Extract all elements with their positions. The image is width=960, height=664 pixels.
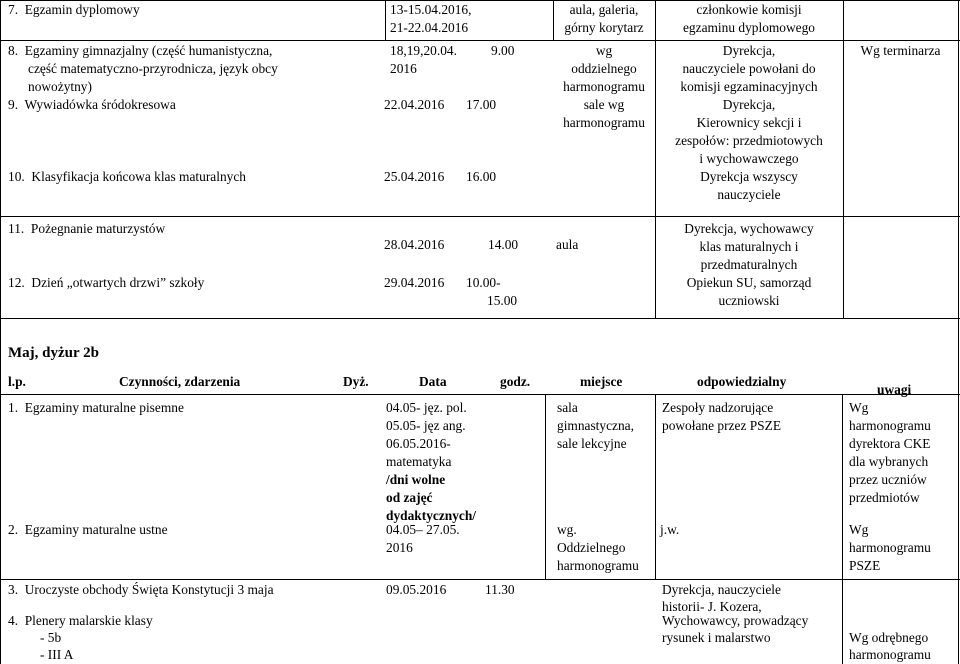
grid-line <box>842 394 843 664</box>
lower-row4-name-line1: 4. Plenery malarskie klasy <box>8 613 153 628</box>
lower-row4-note1: Wg odrębnego <box>849 630 929 645</box>
lower-row1-resp2: powołane przez PSZE <box>662 418 781 433</box>
lower-row1-date1: 04.05- jęz. pol. <box>386 400 467 415</box>
lower-row1-note1: Wg <box>849 400 869 415</box>
grid-line <box>385 0 386 40</box>
lower-row1-date2: 05.05- jęz ang. <box>386 418 466 433</box>
lower-row1-date6: od zajęć <box>386 490 433 505</box>
row7-resp1: członkowie komisji <box>696 2 802 17</box>
lower-row3-resp2: historii- J. Kozera, <box>662 599 762 614</box>
row7-resp2: egzaminu dyplomowego <box>682 20 816 35</box>
row9-name: 9. Wywiadówka śródokresowa <box>8 97 176 112</box>
lower-row1-note5: przez uczniów <box>849 472 927 487</box>
row9-time: 17.00 <box>466 97 497 112</box>
row11-name: 11. Pożegnanie maturzystów <box>8 221 166 236</box>
lower-row2-date2: 2016 <box>386 540 413 555</box>
lower-row4-name-line3: - III A <box>40 647 74 662</box>
lower-row2-note2: harmonogramu <box>849 540 931 555</box>
lower-row1-resp1: Zespoły nadzorujące <box>662 400 774 415</box>
row8-name-line1: 8. Egzaminy gimnazjalny (część humanistyczna, <box>8 43 273 58</box>
lower-row1-date3: 06.05.2016- <box>386 436 451 451</box>
row10-resp2: nauczyciele <box>717 187 781 202</box>
row11-resp2: klas maturalnych i <box>699 239 799 254</box>
lower-row1-note2: harmonogramu <box>849 418 931 433</box>
lower-row1-date5: /dni wolne <box>386 472 446 487</box>
row7-name: 7. Egzamin dyplomowy <box>8 2 140 17</box>
row7-date1: 13-15.04.2016, <box>390 2 472 17</box>
header-notes: uwagi <box>877 382 912 397</box>
lower-row2-date1: 04.05– 27.05. <box>386 522 460 537</box>
header-date: Data <box>419 374 447 389</box>
lower-row3-name: 3. Uroczyste obchody Święta Konstytucji 3 maja <box>8 582 274 597</box>
lower-row1-name: 1. Egzaminy maturalne pisemne <box>8 400 184 415</box>
lower-row3-date: 09.05.2016 <box>386 582 447 597</box>
row8-place3: harmonogramu <box>563 79 645 94</box>
row12-time2: 15.00 <box>487 293 518 308</box>
row7-date2: 21-22.04.2016 <box>390 20 469 35</box>
row8-name-line3: nowożytny) <box>28 79 92 94</box>
row12-resp2: uczniowski <box>718 293 780 308</box>
lower-row2-note1: Wg <box>849 522 869 537</box>
row11-date: 28.04.2016 <box>384 237 445 252</box>
grid-line <box>0 216 960 217</box>
row12-resp1: Opiekun SU, samorząd <box>686 275 812 290</box>
lower-row1-note4: dla wybranych <box>849 454 929 469</box>
lower-row4-note2: harmonogramu <box>849 647 931 662</box>
grid-line <box>0 40 960 41</box>
header-responsible: odpowiedzialny <box>697 374 787 389</box>
row8-date2: 2016 <box>390 61 417 76</box>
lower-row1-place1: sala <box>557 400 578 415</box>
row7-place2: górny korytarz <box>564 20 644 35</box>
grid-line <box>655 394 656 579</box>
lower-row2-place3: harmonogramu <box>557 558 639 573</box>
row8-time: 9.00 <box>491 43 515 58</box>
row10-time: 16.00 <box>466 169 497 184</box>
row9-resp4: i wychowawczego <box>699 151 799 166</box>
row12-name: 12. Dzień „otwartych drzwi” szkoły <box>8 275 205 290</box>
lower-row1-note3: dyrektora CKE <box>849 436 931 451</box>
section-title: Maj, dyżur 2b <box>8 345 99 361</box>
row9-resp2: Kierownicy sekcji i <box>696 115 802 130</box>
row8-date1: 18,19,20.04. <box>390 43 457 58</box>
row9-date: 22.04.2016 <box>384 97 445 112</box>
header-time: godz. <box>500 374 531 389</box>
lower-row2-note3: PSZE <box>849 558 881 573</box>
row8-resp1: Dyrekcja, <box>722 43 776 58</box>
row8-resp3: komisji egzaminacyjnych <box>680 79 818 94</box>
lower-row1-place2: gimnastyczna, <box>557 418 634 433</box>
grid-line <box>545 394 546 579</box>
row9-place1: sale wg <box>583 97 625 112</box>
header-lp: l.p. <box>8 374 26 389</box>
row9-place2: harmonogramu <box>563 115 645 130</box>
lower-row2-place1: wg. <box>557 522 577 537</box>
row9-resp3: zespołów: przedmiotowych <box>675 133 823 148</box>
table-border-right <box>958 0 959 664</box>
row10-resp1: Dyrekcja wszyscy <box>700 169 798 184</box>
grid-line <box>0 318 960 319</box>
lower-row2-place2: Oddzielnego <box>557 540 626 555</box>
row7-place1: aula, galeria, <box>569 2 639 17</box>
table-border-left <box>0 0 1 664</box>
row11-time: 14.00 <box>488 237 519 252</box>
row8-place2: oddzielnego <box>571 61 637 76</box>
row11-place: aula <box>556 237 579 252</box>
lower-row4-name-line2: - 5b <box>40 630 62 645</box>
row11-resp3: przedmaturalnych <box>700 257 798 272</box>
header-activities: Czynności, zdarzenia <box>119 374 241 389</box>
lower-row2-resp: j.w. <box>660 522 680 537</box>
lower-row3-resp1: Dyrekcja, nauczyciele <box>662 582 781 597</box>
header-place: miejsce <box>580 374 623 389</box>
lower-row4-resp2: rysunek i malarstwo <box>662 630 771 645</box>
row9-resp1: Dyrekcja, <box>722 97 776 112</box>
row8-note: Wg terminarza <box>860 43 941 58</box>
row12-time1: 10.00- <box>466 275 501 290</box>
lower-row4-resp1: Wychowawcy, prowadzący <box>662 613 809 628</box>
row10-date: 25.04.2016 <box>384 169 445 184</box>
lower-row2-name: 2. Egzaminy maturalne ustne <box>8 522 168 537</box>
lower-row1-place3: sale lekcyjne <box>557 436 627 451</box>
grid-line <box>0 579 960 580</box>
row8-name-line2: część matematyczno-przyrodnicza, język obcy <box>28 61 278 76</box>
row11-resp1: Dyrekcja, wychowawcy <box>684 221 814 236</box>
grid-line <box>0 394 960 395</box>
lower-row3-time: 11.30 <box>485 582 515 597</box>
header-duty: Dyż. <box>343 374 369 389</box>
row8-place1: wg <box>595 43 613 58</box>
table-border-top <box>0 0 960 1</box>
lower-row1-date7: dydaktycznych/ <box>386 508 477 523</box>
row12-date: 29.04.2016 <box>384 275 445 290</box>
lower-row1-note6: przedmiotów <box>849 490 920 505</box>
row8-resp2: nauczyciele powołani do <box>682 61 816 76</box>
lower-row1-date4: matematyka <box>386 454 452 469</box>
row10-name: 10. Klasyfikacja końcowa klas maturalnych <box>8 169 246 184</box>
